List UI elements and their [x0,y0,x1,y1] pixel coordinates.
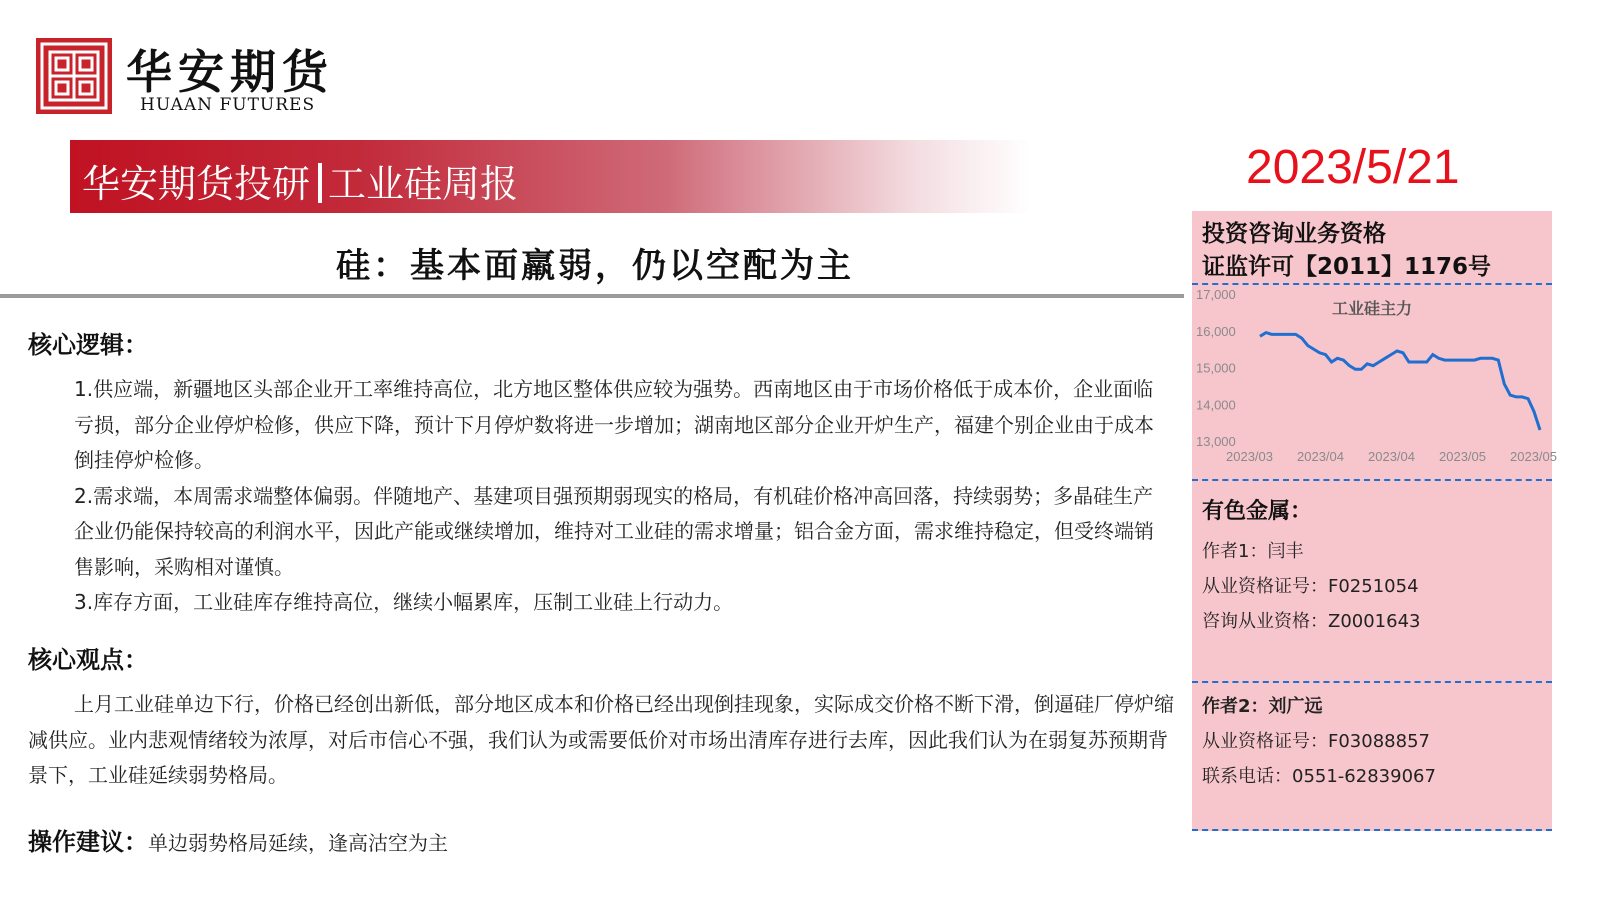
brand-name-cn: 华安期货 [126,45,334,99]
panel-divider [1192,283,1552,285]
x-tick-label: 2023/04 [1368,449,1415,464]
author2-cert: 从业资格证号：F03088857 [1202,731,1430,752]
y-tick-label: 17,000 [1196,287,1236,302]
report-date: 2023/5/21 [1246,141,1460,194]
y-tick-label: 15,000 [1196,360,1236,376]
logic-item-demand: 2.需求端，本周需求端整体偏弱。伴随地产、基建项目强预期弱现实的格局，有机硅价格冲高回落，持续弱势；多晶硅生产企业仍能保持较高的利润水平，因此产能或继续增加，维持对工业硅的需求增量；铝合金方面，需求维持稳定，但受终端销售影响，采购相对谨慎。 [74,483,1154,579]
qualification-line2: 证监许可【2011】1176号 [1202,254,1492,280]
author2-phone: 联系电话：0551-62839067 [1202,766,1436,787]
y-tick-label: 16,000 [1196,323,1236,339]
operation-suggestion [28,822,448,857]
price-chart [1192,286,1557,476]
company-logo [36,38,112,114]
operation-label: 操作建议： [28,828,148,856]
banner-right-text: 工业硅周报 [328,162,519,206]
logic-item-inventory: 3.库存方面，工业硅库存维持高位，继续小幅累库，压制工业硅上行动力。 [74,590,734,614]
x-tick-label: 2023/05 [1510,449,1557,464]
core-logic-body [74,372,1169,621]
author1-cert: 从业资格证号：F0251054 [1202,576,1419,597]
x-tick-label: 2023/05 [1439,449,1486,464]
x-tick-label: 2023/03 [1226,449,1273,464]
core-view-title: 核心观点： [28,646,148,674]
banner-left-text: 华安期货投研 [82,162,311,206]
headline: 硅：基本面羸弱，仍以空配为主 [336,246,854,286]
operation-text: 单边弱势格局延续，逢高沽空为主 [148,831,448,855]
qualification-line1: 投资咨询业务资格 [1202,221,1386,247]
author1-consult: 咨询从业资格：Z0001643 [1202,611,1421,632]
brand-name-en: HUAAN FUTURES [140,95,316,115]
report-banner [70,140,1030,213]
panel-divider [1192,829,1552,831]
core-view-body: 上月工业硅单边下行，价格已经创出新低，部分地区成本和价格已经出现倒挂现象，实际成交价格不断下滑，倒逼硅厂停炉缩减供应。业内悲观情绪较为浓厚，对后市信心不强，我们认为或需要低价对市场出清库存进行去库，因此我们认为在弱复苏预期背景下，工业硅延续弱势格局。 [28,692,1174,787]
core-logic-title: 核心逻辑： [28,331,148,359]
author2-name: 作者2：刘广远 [1202,696,1323,717]
logic-item-supply: 1.供应端，新疆地区头部企业开工率维持高位，北方地区整体供应较为强势。西南地区由于市场价格低于成本价，企业面临亏损，部分企业停炉检修，供应下降，预计下月停炉数将进一步增加；湖南地区部分企业开炉生产，福建个别企业由于成本倒挂停炉检修。 [74,377,1154,472]
x-tick-label: 2023/04 [1297,449,1344,464]
author1-name: 作者1：闫丰 [1202,541,1304,562]
y-tick-label: 14,000 [1196,397,1236,413]
headline-divider [0,294,1184,298]
panel-divider [1192,479,1552,481]
banner-separator [318,163,322,203]
chart-title: 工业硅主力 [1331,299,1413,318]
sector-title: 有色金属： [1202,499,1313,524]
info-panel [1192,211,1557,831]
series-line [1260,333,1540,430]
y-tick-label: 13,000 [1196,434,1236,449]
panel-divider [1192,681,1552,683]
